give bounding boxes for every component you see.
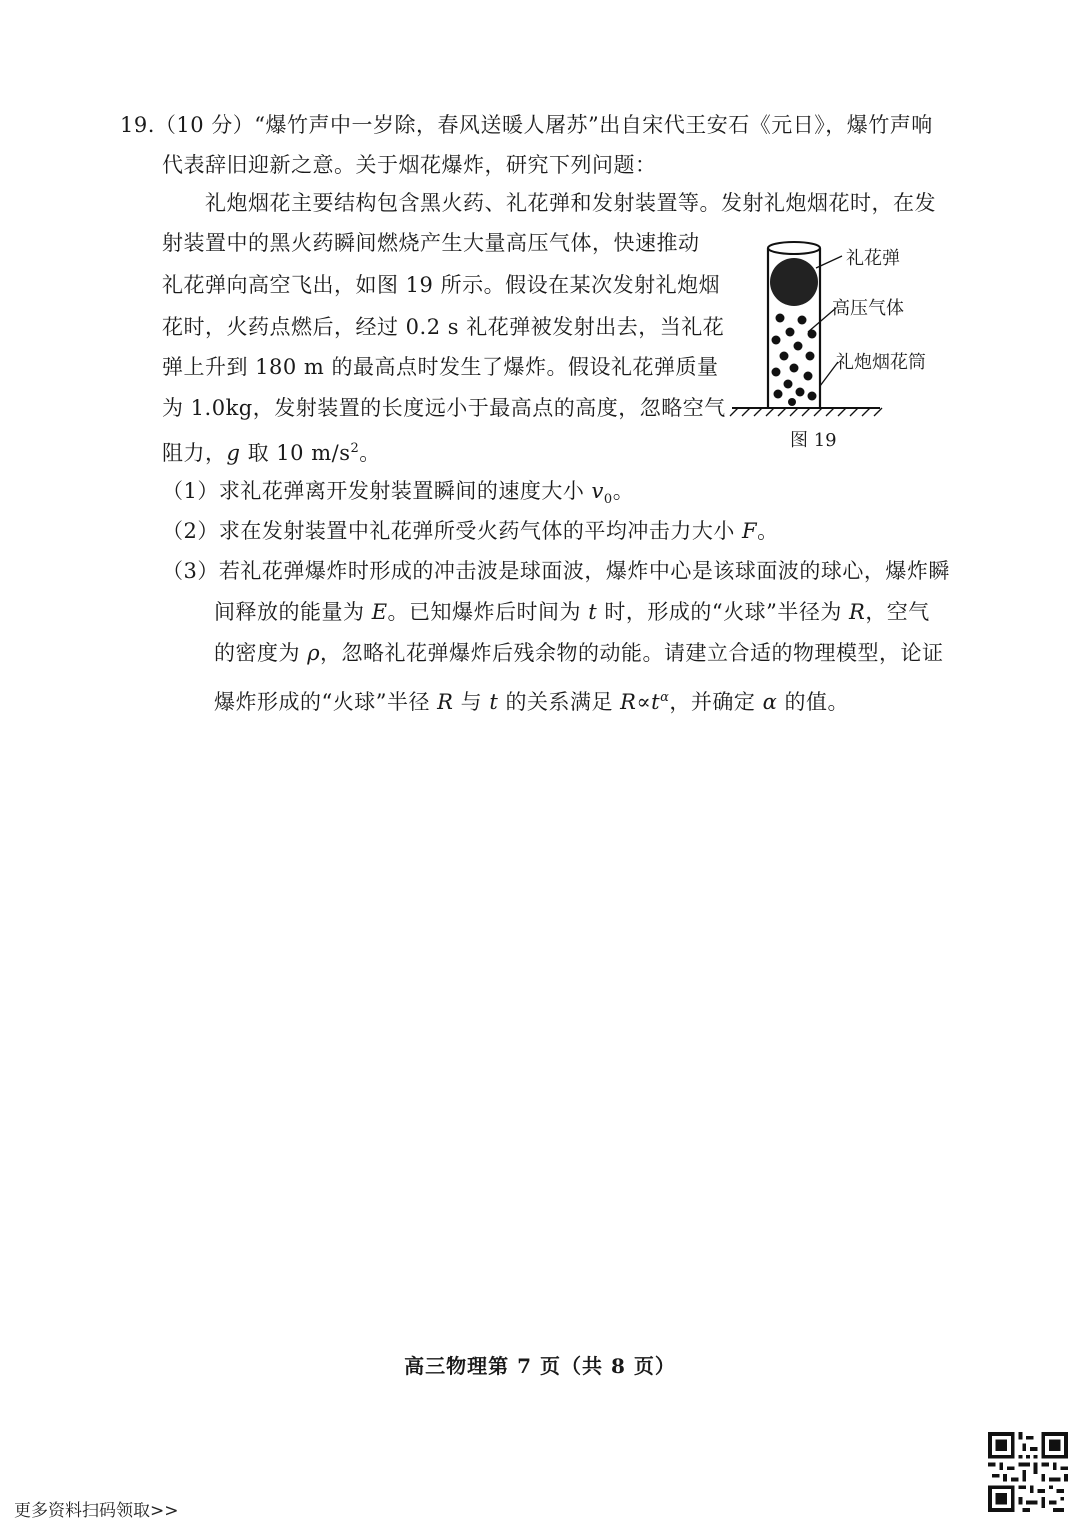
paragraph-line: 礼花弹向高空飞出，如图 19 所示。假设在某次发射礼炮烟: [162, 273, 721, 297]
sub-question-3: （3）若礼花弹爆炸时形成的冲击波是球面波，爆炸中心是该球面波的球心，爆炸瞬: [162, 559, 950, 583]
sub-question-3-line: 的密度为 ρ，忽略礼花弹爆炸后残余物的动能。请建立合适的物理模型，论证: [214, 641, 944, 665]
paragraph-line: 弹上升到 180 m 的最高点时发生了爆炸。假设礼花弹质量: [162, 355, 719, 379]
label-shell: 礼花弹: [846, 248, 900, 269]
paragraph-line: 礼炮烟花主要结构包含黑火药、礼花弹和发射装置等。发射礼炮烟花时，在发: [205, 191, 936, 215]
label-gas: 高压气体: [832, 298, 904, 319]
figure-19: [728, 236, 938, 456]
paragraph-line: 射装置中的黑火药瞬间燃烧产生大量高压气体，快速推动: [162, 231, 700, 255]
sub-question-3-line: 间释放的能量为 E。已知爆炸后时间为 t 时，形成的“火球”半径为 R，空气: [214, 600, 930, 624]
more-resources-link[interactable]: 更多资料扫码领取>>: [14, 1501, 179, 1521]
sub-question-2: （2）求在发射装置中礼花弹所受火药气体的平均冲击力大小 F。: [162, 519, 779, 543]
paragraph-line: 花时，火药点燃后，经过 0.2 s 礼花弹被发射出去，当礼花: [162, 315, 725, 339]
paragraph-line: 为 1.0kg，发射装置的长度远小于最高点的高度，忽略空气: [162, 396, 726, 420]
label-tube: 礼炮烟花筒: [836, 352, 926, 373]
qr-code-icon[interactable]: [988, 1432, 1068, 1512]
sub-question-3-line: 爆炸形成的“火球”半径 R 与 t 的关系满足 $R\propto t^\alpha$，并确定 α 的值。: [214, 690, 849, 714]
question-intro: 代表辞旧迎新之意。关于烟花爆炸，研究下列问题：: [162, 153, 657, 177]
question-title: 19.（10 分）“爆竹声中一岁除，春风送暖人屠苏”出自宋代王安石《元日》，爆竹声响: [120, 113, 933, 137]
figure-caption: 图 19: [790, 430, 837, 451]
firework-tube-diagram: [728, 236, 938, 456]
paragraph-line: 阻力，g 取 10 $m/s^2$。: [162, 441, 381, 465]
sub-question-1: （1）求礼花弹离开发射装置瞬间的速度大小 $v_0$。: [162, 479, 635, 508]
page-footer: 高三物理第 7 页（共 8 页）: [404, 1354, 676, 1378]
